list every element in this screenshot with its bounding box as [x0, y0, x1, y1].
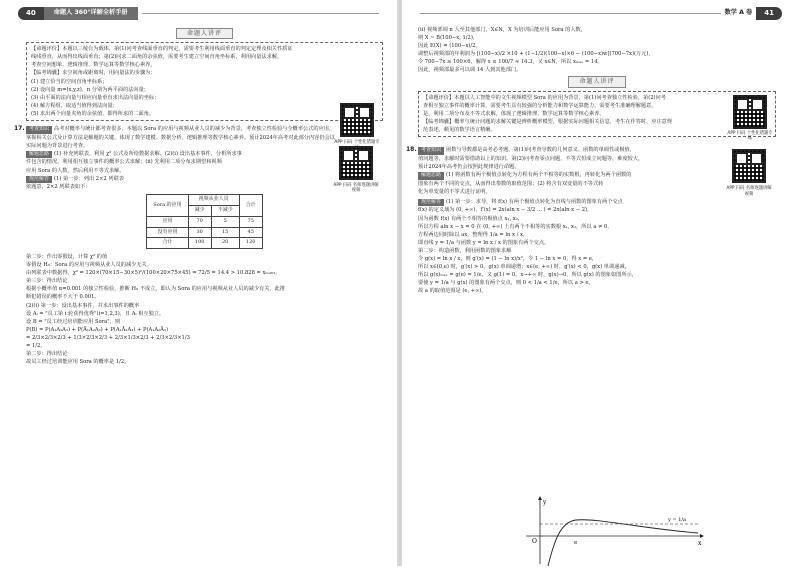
left-page-number: 40 [18, 7, 44, 20]
section-title: 命题人讲评 [26, 28, 383, 39]
qr-caption: APP 扫码 个性化错题专练 [727, 130, 773, 142]
right-page [402, 0, 800, 566]
right-header [416, 6, 782, 20]
idea-line: (1) 将函数有两个极值点转化为方程有两个不相等的实数根，再转化为两个函数的 [446, 171, 632, 178]
table-row: 没有应用 30 15 45 [147, 227, 262, 238]
solution-line: 所以 x∈(0,e) 时，g′(x) > 0，g(x) 单调递增；x∈(e, +∞) 时，g′(x) < 0，g(x) 单调递减， [418, 263, 630, 270]
solution-line: 故 a 的取值范围是 (e, +∞)。 [418, 288, 487, 295]
solution-line: 断犯错误的概率不大于 0.001。 [26, 294, 100, 301]
question-number: 18. [406, 145, 417, 153]
question-18 [406, 145, 776, 197]
tag-label: 规范解答 [26, 176, 52, 184]
commentary-line: (5) 求出两个向量夹角的余弦值，即得所求的二面角。 [31, 110, 155, 117]
header-rule [420, 13, 721, 14]
solution-line: 因为函数 f(x) 有两个不相等的极值点 x₁, x₂， [418, 215, 523, 222]
commentary-line: (3) 由平面的法向量与相应向量垂直求出法向量的坐标； [31, 94, 160, 101]
intro-line: 实际问题为背景进行考查。 [26, 142, 89, 149]
solution-line: 零假设 H₀：Sora 的应用与视频从业人员的减少无关。 [26, 262, 152, 269]
solution-line: 所以 g(x)ₘₐₓ = g(e) = 1/e，又 g(1) = 0，x→+∞ 时，g(x)→0，所以 g(x) 的图象如图所示， [418, 271, 637, 278]
commentary-line: 【临考锦囊】求空间角或距离时，用向量法的步骤为： [31, 70, 156, 77]
right-page-number: 41 [756, 7, 782, 20]
idea-line: 图象有两个不同的交点，从而得出参数的取值范围；(2) 将含有双变量的不等式转 [418, 180, 604, 187]
qr-code-icon[interactable] [339, 146, 373, 180]
curve-g [548, 520, 698, 566]
table-header: Sora 的应用 [147, 195, 188, 217]
solution-line: 即直线 y = 1/a 与函数 y = ln x / x 的图象有两个交点。 [418, 239, 550, 246]
function-graph [518, 496, 708, 568]
tag-label: 考查知识 [26, 126, 52, 134]
solution-line: 要使 y = 1/a 与 g(x) 的图象有两个交点，则 0 < 1/a < 1/e，所以 a > e， [418, 280, 594, 287]
solution-line: 设 B = "员工经过培训能应用 Sora"，则 [26, 318, 121, 325]
table-header: 合计 [239, 195, 262, 217]
solution-line: 令 700−7x ≥ 100×6，解得 x ≤ 100/7 ≈ 14.3，又 x∈N，所以 xₘₐₓ = 14。 [418, 59, 603, 66]
tick-label: e [574, 540, 578, 546]
table-header: 不减少 [211, 206, 239, 217]
tag-label: 规范解答 [418, 199, 444, 207]
commentary-line: 【命题评价】本题以人工智能中的文生视频模型 Sora 的应用为背景，第(1)问考查独立性检验，第(2)问考 [423, 94, 666, 101]
idea-line: 件包含的情况，利用相互独立事件的概率公式求解；(ii) 先利用二项分布求期望和视频 [26, 159, 222, 166]
left-content [14, 26, 383, 560]
qr-code-icon[interactable] [732, 149, 766, 183]
left-book-title: 命题人 360°详解全析手册 [44, 7, 138, 20]
commentary-line: 范表述，颇见的数学语言精确。 [423, 126, 496, 133]
solution-line: (1) 第一步：求导，将 f(x) 有两个极值点转化为直线与函数的图象有两个交点 [446, 198, 623, 205]
commentary-line: (4) 解方程组，取适当值得到法向量； [31, 102, 118, 109]
header-rule [142, 13, 379, 14]
solution-line: 第二步：构造函数，利用函数的图象求解 [418, 247, 512, 254]
intro-line: 值问题等，求解时需要借助以上的知识。第(2)问考查零点问题，不等式恒成立问题等，难度较大， [418, 155, 644, 162]
idea-line: 化为单变量的不等式进行证明。 [418, 188, 491, 195]
commentary-line: 查相互独立事件的概率计算，需要考生具有较强的分析能力和数学运算能力，需要考生准确理解题意， [423, 102, 657, 109]
x-axis-label: x [698, 540, 702, 547]
table-header: 减少 [188, 206, 211, 217]
solution-line: = 1/2。 [26, 342, 46, 349]
solution-line: = 2/3×2/3×2/3 + 1/3×2/3×2/3 + 2/3×1/3×2/3 + 2/3×2/3×1/3 [26, 334, 190, 341]
idea-line: 应用 Sora 的人数，然后利用不等式求解。 [26, 167, 125, 174]
solution-line: (2)(i) 第一步：设出基本事件，并求出事件的概率 [26, 302, 140, 309]
qr-caption: APP 扫码 名师逐题讲解视频 [333, 182, 379, 194]
tag-label: 解题思路 [418, 172, 444, 180]
solution-line: 因此，视频部最多可以调 14 人到其他部门。 [418, 67, 522, 74]
solution-line: 调整后视频部的年利润为 [(100−x)/2 ×10 + (1−1/2)(100−x)×6 − (100−x)w](700−7x)(万元)， [418, 51, 654, 58]
solution-line: 第三步：得出结论 [26, 278, 68, 285]
step-line: 依题意，2×2 列联表如下： [26, 184, 91, 191]
subject-label: 数学 A 卷 [724, 9, 753, 17]
right-content [406, 26, 776, 560]
commentary-line: 【临考锦囊】概率与统计问题的求解关键是辨析概率模型，根据实际问题相关信息，考生在作答时，应注意规 [423, 118, 673, 125]
table-row: 应用 70 5 75 [147, 216, 262, 227]
question-17 [14, 124, 383, 194]
qr-caption: APP 扫码 名师逐题讲解视频 [726, 185, 772, 197]
solution-line: (ii) 视频部调 n 人至其他部门，X∈N，X 为培训后能应用 Sora 的人数， [418, 27, 586, 33]
commentary-line: (1) 建立恰当的空间直角坐标系； [31, 78, 108, 85]
solution-line: 所以方程 aln x − x = 0 在 (0, +∞) 上有两个不相等的实数根 x₁, x₂，所以 a ≠ 0， [418, 223, 613, 230]
left-page [0, 0, 398, 566]
left-header [18, 6, 383, 20]
qr-caption: APP 扫码 个性化错题专 [334, 140, 380, 146]
step-line: (1) 第一步：列出 2×2 列联表 [54, 175, 124, 182]
intro-line: 预计2024年高考仍会按照此规律进行命题。 [418, 163, 520, 170]
commentary-line: 考查空间想象、逻辑推理、数学运算等数学核心素养。 [31, 62, 156, 69]
solution-line: 则 X ~ B(100−x, 1/2)， [418, 35, 479, 42]
question-number: 17. [14, 124, 25, 132]
x-axis-arrow [700, 534, 704, 538]
section-title: 命题人讲评 [418, 76, 776, 87]
solution-line: 第二步：作出零假设，计算 χ² 的值 [26, 254, 108, 261]
solution-line: 由列联表中数据得，χ² = 120×(70×15−30×5)²/(100×20×75×45) = 72/5 = 14.4 > 10.828 = x₀.₀₀₁， [26, 270, 281, 277]
solution-line: 因此 E(X) = (100−x)/2。 [418, 43, 481, 50]
tag-label: 解题思路 [26, 151, 52, 159]
solution-line: 设 Aᵢ = "员工第 i 轮获得优秀"(i=1,2,3)，且 Aᵢ 相互独立。 [26, 310, 165, 317]
intro-line: 掌握相关公式及计算方法是解题的关键。体现了数学建模、数据分析、逻辑推理等数学核心素养。预计2024年高考对此部分内容仍会以 [26, 134, 335, 141]
solution-line: 故员工经过培训能应用 Sora 的概率是 1/2。 [26, 358, 130, 365]
intro-line: 函数与导数都是高考必考题，第(1)问考查导数的几何意义、函数的单调性或极值， [446, 146, 635, 153]
y-axis-arrow [538, 496, 542, 500]
intro-line: 高考对概率与统计都考查很多，本题以 Sora 的应用与视频从业人员的减少为背景，考查独立性检验与全概率公式的应用， [54, 125, 335, 132]
solution-line: 令 g(x) = ln x / x，则 g′(x) = (1 − ln x)/x²，令 1 − ln x = 0，得 x = e， [418, 255, 598, 262]
commentary-line: 线线垂直，从而得出线面垂直；第(2)问求二面角的余弦值，需要考生建立空间直角坐标系，利用向量法求解。 [31, 54, 283, 61]
commentary-line: 【命题评价】本题以三棱台为载体，第(1)问考查线面垂直的判定，需要考生利用线面垂直的判定定理及相关性质证 [31, 46, 293, 53]
solution-17 [26, 253, 383, 366]
solution-line: 根据小概率值 α=0.001 的独立性检验，推断 H₀ 不成立，即认为 Sora 的应用与视频从业人员的减少有关，此推 [26, 286, 285, 293]
commentary-box [418, 91, 776, 142]
idea-line: (1) 补充列联表，利用 χ² 公式及所给数据求解。(2)(i) 设出基本事件，分析所求事 [54, 150, 242, 157]
solution-17-continued [418, 26, 776, 74]
commentary-line: (2) 设向量 m=(x,y,z)，n 分别为两平面的法向量； [31, 86, 149, 93]
origin-label: O [532, 538, 537, 545]
table-row: 合计 100 20 120 [147, 238, 262, 249]
tag-label: 考查知识 [418, 147, 444, 155]
table-header: 视频从业人员 [188, 195, 239, 206]
line-label: y = 1/a [668, 517, 687, 523]
solution-line: 方程两边同时除以 ax，整理得 1/a = ln x / x， [418, 231, 529, 238]
solution-line: P(B) = P(A₁A₂A₃) + P(Ā₁A₂A₃) + P(A₁Ā₂A₃) + P(A₁A₂Ā₃) [26, 326, 168, 333]
qr-code-icon[interactable] [733, 95, 767, 129]
solution-18 [418, 198, 776, 295]
y-axis-label: y [543, 499, 547, 506]
commentary-line: 是，利用二项分布及不等式求解，体现了逻辑推理、数学运算等数学核心素养。 [423, 110, 605, 117]
solution-line: 第二步：得出结论 [26, 350, 68, 357]
solution-line: f(x) 的定义域为 (0, +∞)，f′(x) = 2x(aln x − 3/2 ... ) = 2x(aln x − 2)， [418, 207, 593, 214]
contingency-table [146, 194, 262, 249]
